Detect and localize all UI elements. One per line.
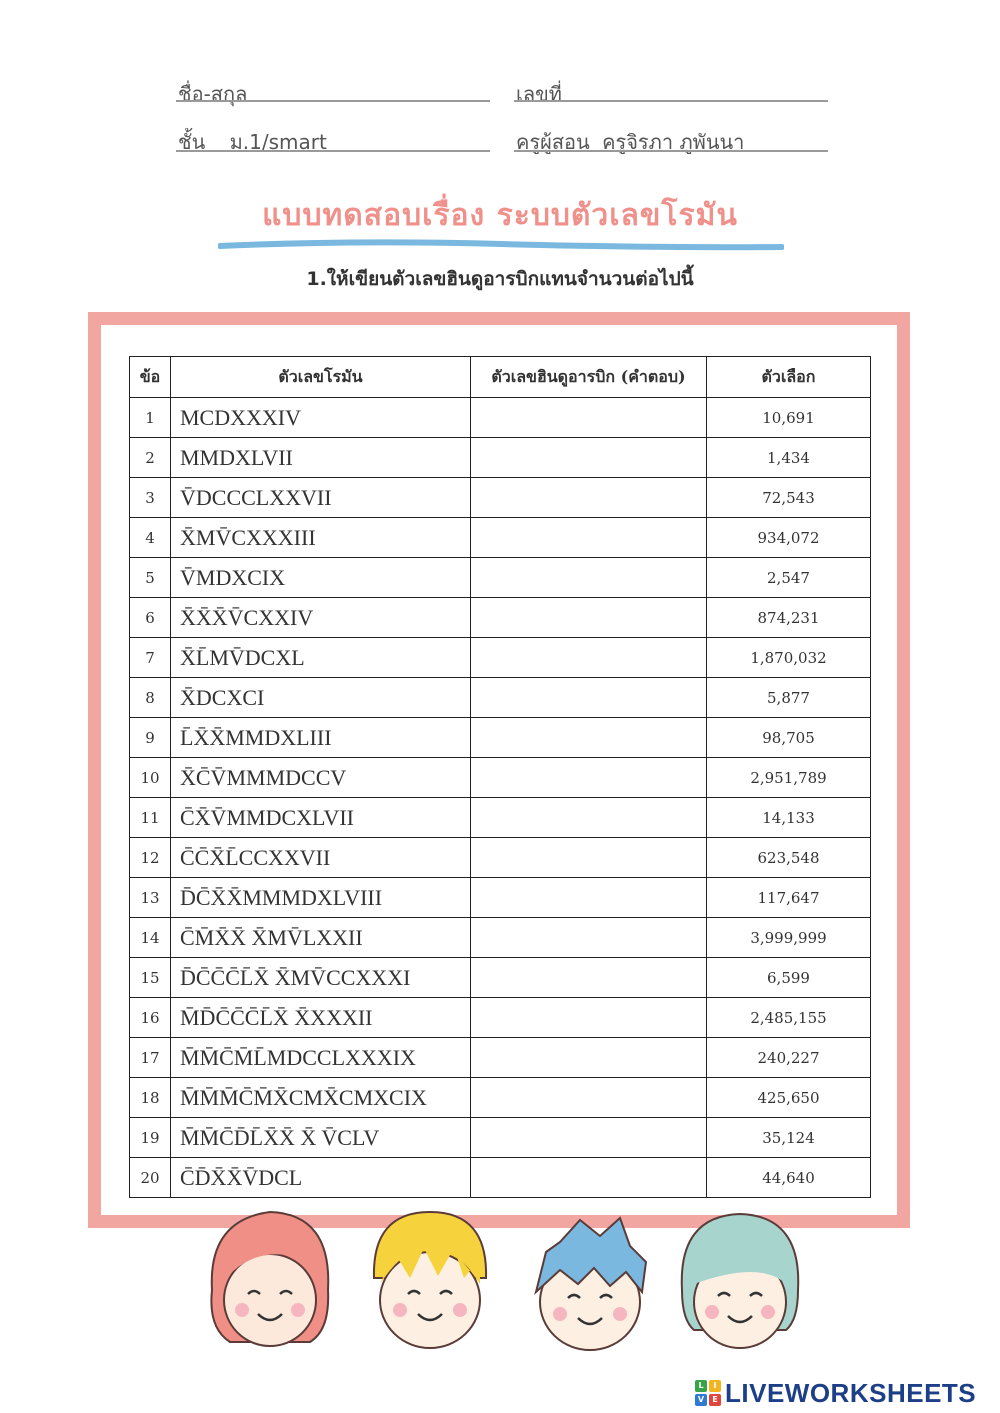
choice-option: 623,548 (707, 838, 871, 878)
answer-input-cell[interactable] (471, 558, 707, 598)
roman-numeral: L̄X̄X̄MMDXLIII (171, 718, 471, 758)
answer-input-cell[interactable] (471, 518, 707, 558)
teacher-row (516, 126, 744, 158)
class-value: ม.1/smart (229, 130, 327, 154)
table-row (130, 438, 871, 478)
answer-input-cell[interactable] (471, 598, 707, 638)
number-field[interactable] (514, 100, 828, 102)
question-number: 15 (130, 958, 171, 998)
teacher-label: ครูผู้สอน (516, 130, 590, 154)
roman-numeral: M̄M̄C̄M̄L̄MDCCLXXXIX (171, 1038, 471, 1078)
answer-input-cell[interactable] (471, 1078, 707, 1118)
choice-option: 35,124 (707, 1118, 871, 1158)
roman-numeral: C̄X̄V̄MMDCXLVII (171, 798, 471, 838)
table-row (130, 598, 871, 638)
answer-input-cell[interactable] (471, 718, 707, 758)
question-number: 16 (130, 998, 171, 1038)
choice-option: 874,231 (707, 598, 871, 638)
answer-input-cell[interactable] (471, 998, 707, 1038)
question-number: 9 (130, 718, 171, 758)
table-row (130, 1038, 871, 1078)
answer-input-cell[interactable] (471, 438, 707, 478)
answer-input-cell[interactable] (471, 1158, 707, 1198)
choice-option: 240,227 (707, 1038, 871, 1078)
teacher-line (514, 150, 828, 152)
roman-numeral: X̄X̄X̄V̄CXXIV (171, 598, 471, 638)
roman-numeral: MCDXXXIV (171, 398, 471, 438)
answer-input-cell[interactable] (471, 1118, 707, 1158)
question-number: 4 (130, 518, 171, 558)
choice-option: 2,485,155 (707, 998, 871, 1038)
roman-numeral: X̄MV̄CXXXIII (171, 518, 471, 558)
question-number: 8 (130, 678, 171, 718)
roman-numeral: MMDXLVII (171, 438, 471, 478)
choice-option: 5,877 (707, 678, 871, 718)
roman-numeral: M̄M̄C̄D̄L̄X̄X̄ X̄ V̄CLV (171, 1118, 471, 1158)
choice-option: 3,999,999 (707, 918, 871, 958)
roman-numeral: X̄DCXCI (171, 678, 471, 718)
question-number: 20 (130, 1158, 171, 1198)
table-row (130, 1078, 871, 1118)
choice-option: 117,647 (707, 878, 871, 918)
answer-input-cell[interactable] (471, 878, 707, 918)
answer-input-cell[interactable] (471, 758, 707, 798)
question-number: 5 (130, 558, 171, 598)
table-row (130, 1118, 871, 1158)
choice-option: 2,547 (707, 558, 871, 598)
table-row (130, 518, 871, 558)
roman-numeral: M̄M̄M̄C̄M̄X̄CMX̄CMXCIX (171, 1078, 471, 1118)
answer-input-cell[interactable] (471, 838, 707, 878)
class-line (176, 150, 490, 152)
name-field[interactable] (176, 100, 490, 102)
table-row (130, 758, 871, 798)
question-table (129, 356, 871, 1198)
question-number: 10 (130, 758, 171, 798)
face-yellow-hair (374, 1212, 486, 1348)
class-label: ชั้น (178, 130, 206, 154)
question-number: 11 (130, 798, 171, 838)
choice-option: 1,870,032 (707, 638, 871, 678)
question-number: 1 (130, 398, 171, 438)
roman-numeral: M̄D̄C̄C̄C̄L̄X̄ X̄XXXII (171, 998, 471, 1038)
answer-input-cell[interactable] (471, 478, 707, 518)
question-number: 3 (130, 478, 171, 518)
choice-option: 98,705 (707, 718, 871, 758)
teacher-value: ครูจิรภา ภูพันนา (602, 130, 745, 154)
answer-input-cell[interactable] (471, 798, 707, 838)
question-number: 17 (130, 1038, 171, 1078)
table-row (130, 398, 871, 438)
table-row (130, 918, 871, 958)
table-row (130, 718, 871, 758)
roman-numeral: C̄M̄X̄X̄ X̄MV̄LXXII (171, 918, 471, 958)
col-header-choice: ตัวเลือก (707, 357, 871, 398)
col-header-answer: ตัวเลขฮินดูอารบิก (คำตอบ) (471, 357, 707, 398)
roman-numeral: C̄C̄X̄L̄CCXXVII (171, 838, 471, 878)
question-number: 7 (130, 638, 171, 678)
roman-numeral: V̄DCCCLXXVII (171, 478, 471, 518)
face-blue-hair (536, 1218, 646, 1350)
answer-input-cell[interactable] (471, 398, 707, 438)
liveworksheets-brand[interactable] (695, 1376, 976, 1410)
name-label: ชื่อ-สกุล (178, 82, 248, 106)
answer-input-cell[interactable] (471, 958, 707, 998)
roman-numeral: D̄C̄X̄X̄MMMDXLVIII (171, 878, 471, 918)
question-number: 12 (130, 838, 171, 878)
question-number: 6 (130, 598, 171, 638)
choice-option: 6,599 (707, 958, 871, 998)
question-number: 18 (130, 1078, 171, 1118)
roman-numeral: X̄L̄MV̄DCXL (171, 638, 471, 678)
choice-option: 10,691 (707, 398, 871, 438)
face-teal-hair (682, 1214, 798, 1348)
col-header-no: ข้อ (130, 357, 171, 398)
liveworksheets-logo-icon: L I V E (695, 1380, 721, 1406)
instruction-text: 1.ให้เขียนตัวเลขฮินดูอารบิกแทนจำนวนต่อไปนี้ (306, 268, 694, 290)
table-row (130, 878, 871, 918)
class-row (178, 126, 327, 158)
choice-option: 44,640 (707, 1158, 871, 1198)
answer-input-cell[interactable] (471, 638, 707, 678)
table-row (130, 678, 871, 718)
table-row (130, 558, 871, 598)
answer-input-cell[interactable] (471, 1038, 707, 1078)
choice-option: 2,951,789 (707, 758, 871, 798)
col-header-roman: ตัวเลขโรมัน (171, 357, 471, 398)
roman-numeral: D̄C̄C̄C̄L̄X̄ X̄MV̄CCXXXI (171, 958, 471, 998)
question-number: 19 (130, 1118, 171, 1158)
table-row (130, 478, 871, 518)
worksheet-title: แบบทดสอบเรื่อง ระบบตัวเลขโรมัน (262, 198, 738, 233)
table-row (130, 998, 871, 1038)
table-row (130, 838, 871, 878)
table-row (130, 638, 871, 678)
question-number: 13 (130, 878, 171, 918)
answer-input-cell[interactable] (471, 918, 707, 958)
roman-numeral: V̄MDXCIX (171, 558, 471, 598)
table-row (130, 1158, 871, 1198)
table-row (130, 798, 871, 838)
face-pink-hair (211, 1212, 328, 1346)
question-number: 14 (130, 918, 171, 958)
roman-numeral: X̄C̄V̄MMMDCCV (171, 758, 471, 798)
question-number: 2 (130, 438, 171, 478)
choice-option: 1,434 (707, 438, 871, 478)
choice-option: 14,133 (707, 798, 871, 838)
answer-input-cell[interactable] (471, 678, 707, 718)
choice-option: 425,650 (707, 1078, 871, 1118)
children-faces-illustration (200, 1200, 820, 1360)
title-underline-decoration (218, 238, 784, 254)
table-row (130, 958, 871, 998)
choice-option: 72,543 (707, 478, 871, 518)
brand-name: LIVEWORKSHEETS (725, 1377, 977, 1408)
roman-numeral: C̄D̄X̄X̄V̄DCL (171, 1158, 471, 1198)
number-label: เลขที่ (516, 82, 562, 106)
choice-option: 934,072 (707, 518, 871, 558)
table-header-row (130, 357, 871, 398)
